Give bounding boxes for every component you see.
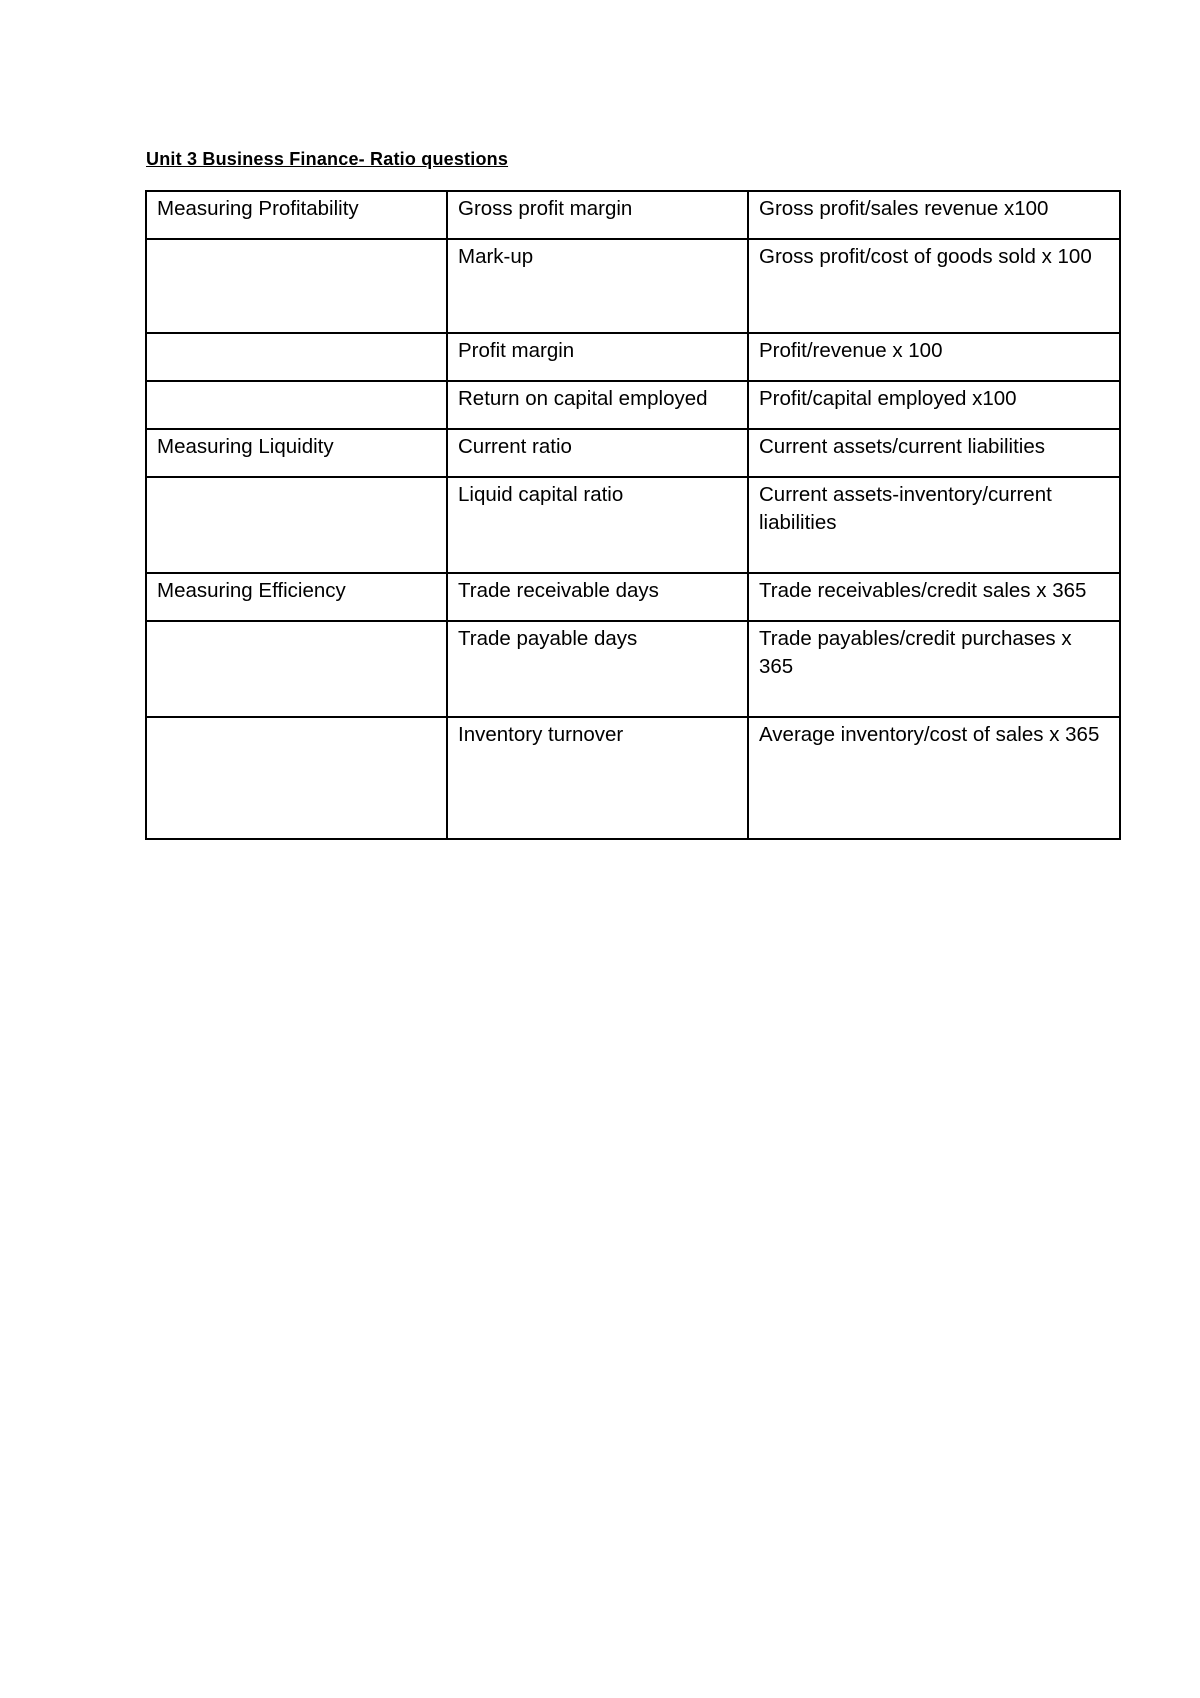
ratio-cell: Liquid capital ratio [447, 477, 748, 573]
ratio-cell: Mark-up [447, 239, 748, 333]
formula-cell: Current assets/current liabilities [748, 429, 1120, 477]
table-row [146, 239, 1120, 333]
category-cell: Measuring Liquidity [146, 429, 447, 477]
table-row [146, 621, 1120, 717]
formula-cell: Trade receivables/credit sales x 365 [748, 573, 1120, 621]
ratio-cell: Trade receivable days [447, 573, 748, 621]
formula-cell: Trade payables/credit purchases x 365 [748, 621, 1120, 717]
category-cell: Measuring Efficiency [146, 573, 447, 621]
table-row [146, 573, 1120, 621]
category-cell [146, 717, 447, 839]
category-cell [146, 333, 447, 381]
category-cell [146, 477, 447, 573]
ratio-table [145, 190, 1121, 840]
page-title: Unit 3 Business Finance- Ratio questions [146, 149, 509, 169]
formula-cell: Average inventory/cost of sales x 365 [748, 717, 1120, 839]
ratio-cell: Return on capital employed [447, 381, 748, 429]
formula-cell: Gross profit/cost of goods sold x 100 [748, 239, 1120, 333]
ratio-cell: Inventory turnover [447, 717, 748, 839]
table-row [146, 717, 1120, 839]
category-cell: Measuring Profitability [146, 191, 447, 239]
table-row [146, 381, 1120, 429]
formula-cell: Current assets-inventory/current liabilities [748, 477, 1120, 573]
ratio-cell: Trade payable days [447, 621, 748, 717]
formula-cell: Gross profit/sales revenue x100 [748, 191, 1120, 239]
category-cell [146, 381, 447, 429]
ratio-cell: Profit margin [447, 333, 748, 381]
ratio-cell: Gross profit margin [447, 191, 748, 239]
category-cell [146, 621, 447, 717]
category-cell [146, 239, 447, 333]
formula-cell: Profit/revenue x 100 [748, 333, 1120, 381]
ratio-cell: Current ratio [447, 429, 748, 477]
table-row [146, 429, 1120, 477]
table-row [146, 333, 1120, 381]
formula-cell: Profit/capital employed x100 [748, 381, 1120, 429]
table-row [146, 477, 1120, 573]
table-row [146, 191, 1120, 239]
